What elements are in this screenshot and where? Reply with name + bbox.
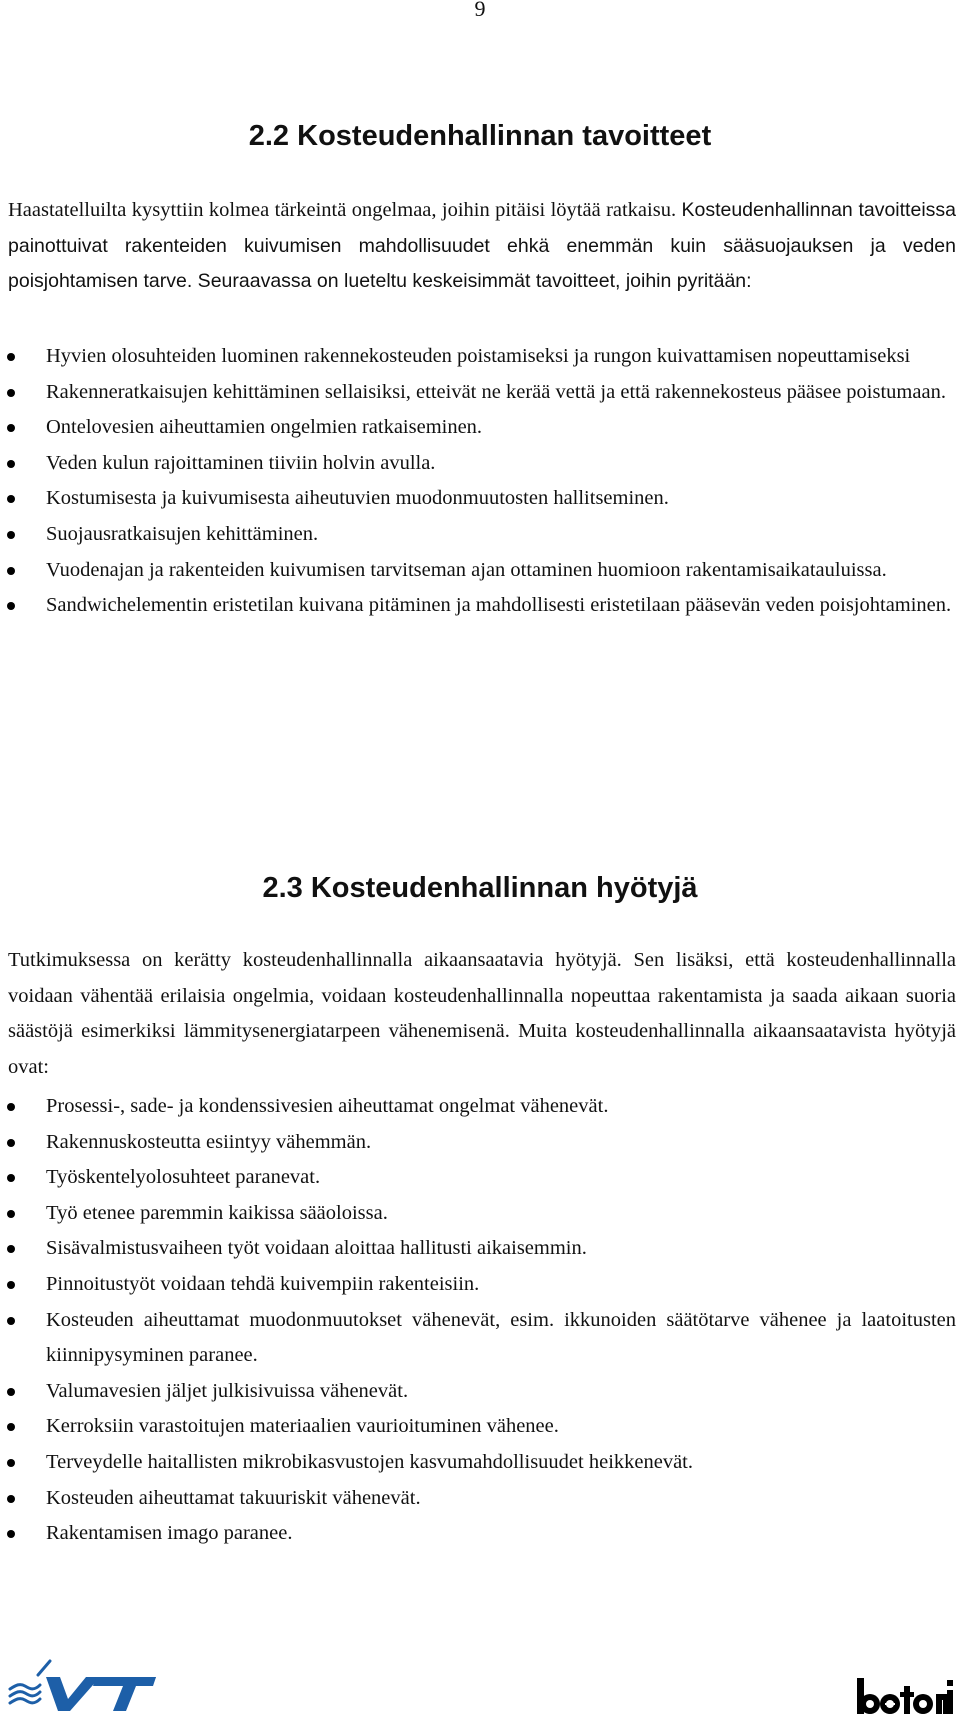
list-item xyxy=(0,410,956,446)
bullet-icon xyxy=(7,1245,15,1253)
list-item xyxy=(0,375,956,411)
list-item-text: Terveydelle haitallisten mikrobikasvustojen kasvumahdollisuudet heikkenevät. xyxy=(46,1450,694,1473)
list-item-text: Sisävalmistusvaiheen työt voidaan aloittaa hallitusti aikaisemmin. xyxy=(46,1237,587,1260)
bullet-icon xyxy=(7,353,15,361)
bullet-icon xyxy=(7,424,15,432)
list-item xyxy=(0,1303,956,1374)
list-item xyxy=(0,481,956,517)
section-heading-2-3: 2.3 Kosteudenhallinnan hyötyjä xyxy=(262,872,698,904)
bullet-icon xyxy=(7,1423,15,1431)
list-item-text: Veden kulun rajoittaminen tiiviin holvin avulla. xyxy=(46,451,436,474)
list-item xyxy=(0,588,956,624)
bullet-icon xyxy=(7,602,15,610)
list-item xyxy=(0,1160,956,1196)
list-item xyxy=(0,1374,956,1410)
intro-sans-text-2: Seuraavassa on lueteltu keskeisimmät tavoitteet, joihin pyritään: xyxy=(192,270,752,293)
list-item-text: Rakennuskosteutta esiintyy vähemmän. xyxy=(46,1130,372,1153)
bullet-icon xyxy=(7,1459,15,1467)
list-item xyxy=(0,1445,956,1481)
list-item xyxy=(0,1196,956,1232)
list-item-text: Työskentelyolosuhteet paranevat. xyxy=(46,1166,321,1189)
bullet-icon xyxy=(7,1174,15,1182)
list-item-text: Pinnoitustyöt voidaan tehdä kuivempiin rakenteisiin. xyxy=(46,1272,480,1295)
list-item-text: Työ etenee paremmin kaikissa sääoloissa. xyxy=(46,1201,388,1224)
list-item-text: Kosteuden aiheuttamat takuuriskit vähenevät. xyxy=(46,1486,421,1509)
section-2-3-intro: Tutkimuksessa on kerätty kosteudenhallinnalla aikaansaatavia hyötyjä. Sen lisäksi, että kosteudenhallinnalla voidaan vähentää erilaisia ongelmia, voidaan kosteudenhallinnalla nopeuttaa rakentamista ja saada aikaan suoria säästöjä esimerkiksi lämmitysenergiatarpeen vähenemisenä. Muita kosteudenhallinnalla aikaansaatavista hyötyjä ovat: xyxy=(8,949,956,1078)
list-item-text: Kerroksiin varastoitujen materiaalien vaurioituminen vähenee. xyxy=(46,1415,559,1438)
list-item-text: Sandwichelementin eristetilan kuivana pitäminen ja mahdollisesti eristetilaan pääsevän veden poisjohtaminen. xyxy=(46,594,952,617)
list-item-text: Kosteuden aiheuttamat muodonmuutokset vähenevät, esim. ikkunoiden säätötarve vähenee ja laatoitusten kiinnipysyminen paranee. xyxy=(46,1308,956,1367)
list-item xyxy=(0,553,956,589)
list-item xyxy=(0,1125,956,1161)
list-item xyxy=(0,339,956,375)
bullet-icon xyxy=(7,1210,15,1218)
list-item-text: Suojausratkaisujen kehittäminen. xyxy=(46,522,319,545)
list-item-text: Ontelovesien aiheuttamien ongelmien ratkaiseminen. xyxy=(46,416,483,439)
bullet-icon xyxy=(7,1495,15,1503)
list-item xyxy=(0,517,956,553)
list-item-text: Hyvien olosuhteiden luominen rakennekosteuden poistamiseksi ja rungon kuivattamisen nopeuttamiseksi xyxy=(46,345,911,367)
intro-sans-text-1: Kosteudenhallinnan tavoitteissa painottuivat rakenteiden kuivumisen mahdollisuudet ehkä enemmän kuin sääsuojauksen ja veden poisjohtamisen tarve. xyxy=(8,199,956,293)
list-item-text: Prosessi-, sade- ja kondenssivesien aiheuttamat ongelmat vähenevät. xyxy=(46,1095,609,1117)
list-item-text: Kostumisesta ja kuivumisesta aiheutuvien muodonmuutosten hallitseminen. xyxy=(46,487,669,510)
bullet-icon xyxy=(7,531,15,539)
list-item-text: Rakenneratkaisujen kehittäminen sellaisiksi, etteivät ne kerää vettä ja että rakennekosteus pääsee poistumaan. xyxy=(46,380,946,403)
list-item-text: Vuodenajan ja rakenteiden kuivumisen tarvitseman ajan ottaminen huomioon rakentamisaikatauluissa. xyxy=(46,558,887,581)
list-item-text: Rakentamisen imago paranee. xyxy=(46,1522,293,1545)
list-item xyxy=(0,446,956,482)
list-item xyxy=(0,1409,956,1445)
section-heading-2-2: 2.2 Kosteudenhallinnan tavoitteet xyxy=(248,120,712,152)
bullet-icon xyxy=(7,1530,15,1538)
benefits-list xyxy=(0,1089,956,1552)
list-item xyxy=(0,1481,956,1517)
list-item xyxy=(0,1089,956,1125)
list-item xyxy=(0,1267,956,1303)
bullet-icon xyxy=(7,389,15,397)
page-number: 9 xyxy=(474,0,486,21)
list-item-text: Valumavesien jäljet julkisivuissa vähenevät. xyxy=(46,1379,409,1402)
bullet-icon xyxy=(7,1317,15,1325)
bullet-icon xyxy=(7,495,15,503)
vtt-logo xyxy=(8,1655,158,1713)
intro-serif-text: Haastatelluilta kysyttiin kolmea tärkeintä ongelmaa, joihin pitäisi löytää ratkaisu. xyxy=(8,199,682,221)
bullet-icon xyxy=(7,567,15,575)
bullet-icon xyxy=(7,1281,15,1289)
bullet-icon xyxy=(7,1388,15,1396)
list-item xyxy=(0,1516,956,1552)
list-item xyxy=(0,1231,956,1267)
bullet-icon xyxy=(7,1139,15,1147)
goals-list xyxy=(0,339,956,624)
section-2-2-intro xyxy=(8,193,956,300)
bullet-icon xyxy=(7,1103,15,1111)
bullet-icon xyxy=(7,460,15,468)
betoni-logo xyxy=(855,1668,953,1718)
